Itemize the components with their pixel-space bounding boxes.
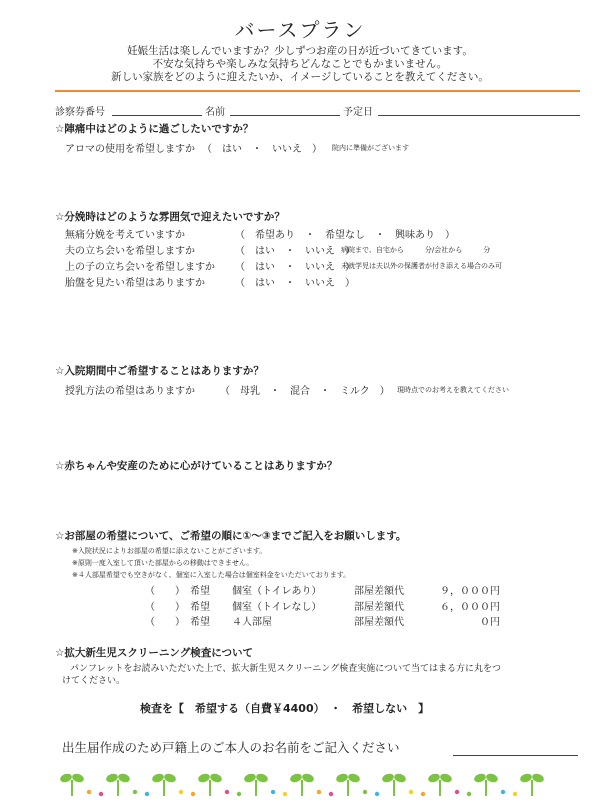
sprout-icon	[427, 772, 453, 796]
card-no-field[interactable]	[112, 115, 202, 116]
room-section-title: ☆お部屋の希望について、ご希望の順に①～③までご記入をお願いします。	[55, 530, 407, 542]
feeding-options[interactable]: （ 母乳 ・ 混合 ・ ミルク ）	[220, 386, 390, 397]
due-date-field[interactable]	[378, 115, 580, 116]
delivery-section-title: ☆分娩時はどのような雰囲気で迎えたいですか？	[55, 211, 285, 223]
sprout-icon	[289, 772, 315, 796]
room-note-1: ※入院状況によりお部屋の希望に添えないことがございます。	[72, 547, 267, 555]
decor-dot	[237, 792, 241, 796]
decor-dot	[329, 792, 333, 796]
sprout-icon	[473, 772, 499, 796]
decor-dot	[409, 790, 413, 794]
sprout-icon	[243, 772, 269, 796]
screening-section-title: ☆拡大新生児スクリーニング検査について	[55, 647, 253, 659]
screening-body-2: けてください。	[62, 676, 126, 686]
name-field[interactable]	[230, 115, 340, 116]
decor-dot	[145, 792, 149, 796]
feeding-note: 現時点でのお考えを教えてください	[397, 386, 509, 394]
decor-dot	[501, 790, 505, 794]
due-date-label: 予定日	[343, 107, 373, 118]
sprout-icon	[105, 772, 131, 796]
sprout-icon	[197, 772, 223, 796]
decor-dot	[283, 792, 287, 796]
epidural-options[interactable]: （ 希望あり ・ 希望なし ・ 興味あり ）	[235, 230, 455, 241]
decor-dot	[363, 790, 367, 794]
decor-dot	[421, 792, 425, 796]
header-divider	[55, 90, 580, 92]
room-want-label: 希望	[190, 586, 210, 597]
decor-dot	[467, 792, 471, 796]
register-name-field[interactable]	[453, 755, 578, 756]
decor-dot	[455, 790, 459, 794]
epidural-question: 無痛分娩を考えていますか	[65, 230, 185, 241]
decor-dot	[317, 790, 321, 794]
decor-dot	[179, 790, 183, 794]
decor-dot	[375, 792, 379, 796]
room-type-label: ４人部屋	[232, 617, 272, 628]
room-fee-label: 部屋差額代	[354, 617, 404, 628]
room-type-label: 個室（トイレあり）	[232, 586, 322, 597]
labor-section-title: ☆陣痛中はどのように過ごしたいですか？	[55, 123, 254, 135]
room-fee-label: 部屋差額代	[354, 602, 404, 613]
screening-choice[interactable]: 検査を【 希望する（自費￥4400） ・ 希望しない 】	[140, 702, 430, 715]
decor-dot	[513, 792, 517, 796]
sprout-icon	[59, 772, 85, 796]
register-instruction: 出生届作成のため戸籍上のご本人のお名前をご記入ください	[62, 740, 400, 755]
sprout-icon	[151, 772, 177, 796]
decor-dot	[225, 790, 229, 794]
page-title: バースプラン	[234, 18, 366, 42]
sibling-note: 未就学児は夫以外の保護者が付き添える場合のみ可	[341, 262, 502, 270]
husband-options[interactable]: （ はい ・ いいえ ）	[235, 246, 355, 257]
placenta-question: 胎盤を見たい希望はありますか	[65, 278, 205, 289]
decor-dot	[191, 792, 195, 796]
sibling-options[interactable]: （ はい ・ いいえ ）	[235, 262, 355, 273]
room-want-label: 希望	[190, 617, 210, 628]
aroma-note: 院内に準備がございます	[332, 144, 409, 152]
sprout-border-svg	[0, 768, 600, 800]
aroma-options[interactable]: （ はい ・ いいえ ）	[202, 144, 322, 155]
baby-section-title: ☆赤ちゃんや安産のために心がけていることはありますか？	[55, 460, 338, 472]
room-fee-label: 部屋差額代	[354, 586, 404, 597]
room-rank-input[interactable]: （ ）	[145, 602, 185, 613]
room-note-3: ※４人部屋希望でも空きがなく、個室に入室した場合は個室料金をいただいております。	[72, 571, 351, 579]
stay-section-title: ☆入院期間中ご希望することはありますか？	[55, 365, 264, 377]
room-rank-input[interactable]: （ ）	[145, 617, 185, 628]
room-type-label: 個室（トイレなし）	[232, 602, 322, 613]
intro-line-3: 新しい家族をどのように迎えたいか、イメージしていることを教えてください。	[111, 71, 489, 83]
aroma-question: アロマの使用を希望しますか	[65, 144, 195, 155]
room-want-label: 希望	[190, 602, 210, 613]
card-no-label: 診察券番号	[55, 107, 105, 118]
decor-dot	[99, 792, 103, 796]
room-fee-value: ６，０００円	[440, 602, 500, 613]
decor-dot	[133, 790, 137, 794]
sprout-icon	[381, 772, 407, 796]
husband-question: 夫の立ち会いを希望しますか	[65, 246, 195, 257]
intro-line-1: 妊娠生活は楽しんでいますか？少しずつお産の日が近づいてきています。	[127, 45, 473, 57]
room-fee-value: ０円	[480, 617, 500, 628]
placenta-options[interactable]: （ はい ・ いいえ ）	[235, 278, 355, 289]
room-rank-input[interactable]: （ ）	[145, 586, 185, 597]
feeding-question: 授乳方法の希望はありますか	[65, 386, 195, 397]
decor-dot	[87, 790, 91, 794]
husband-note: 病院まで、自宅から 分/会社から 分	[341, 246, 491, 254]
screening-body-1: パンフレットをお読みいただいた上で、拡大新生児スクリーニング検査実施について当てはまる方に丸をつ	[70, 664, 502, 674]
room-fee-value: ９，０００円	[440, 586, 500, 597]
intro-line-2: 不安な気持ちや楽しみな気持ちどんなことでもかまいません。	[152, 58, 448, 70]
sibling-question: 上の子の立ち会いを希望しますか	[65, 262, 215, 273]
name-label: 名前	[205, 107, 225, 118]
sprout-icon	[519, 772, 545, 796]
room-note-2: ※原則一度入室して頂いた部屋からの移動はできません。	[72, 559, 254, 567]
decor-dot	[271, 790, 275, 794]
sprout-icon	[335, 772, 361, 796]
